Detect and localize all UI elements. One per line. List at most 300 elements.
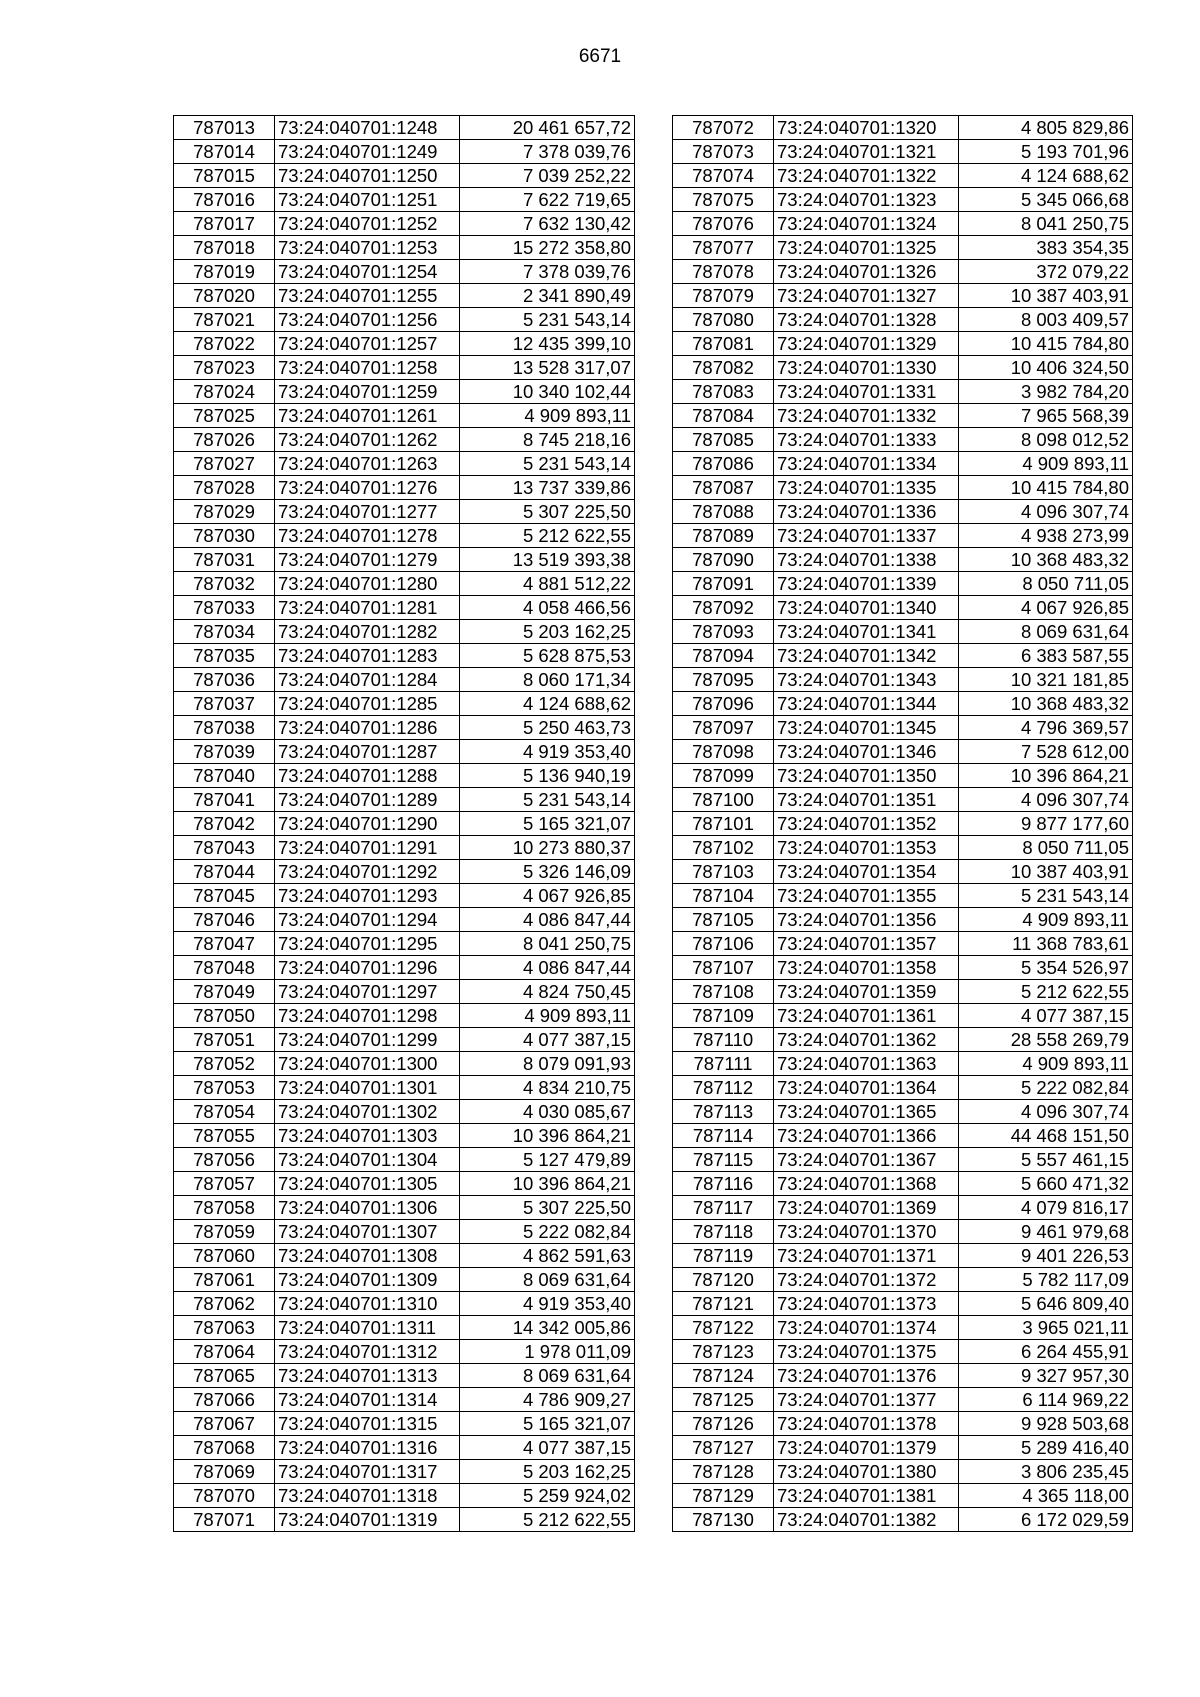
- cadastral-number-cell: 73:24:040701:1320: [774, 116, 959, 140]
- record-number-cell: 787103: [673, 860, 774, 884]
- record-number-cell: 787118: [673, 1220, 774, 1244]
- record-number-cell: 787117: [673, 1196, 774, 1220]
- cadastral-value-cell: 5 646 809,40: [959, 1292, 1133, 1316]
- cadastral-number-cell: 73:24:040701:1381: [774, 1484, 959, 1508]
- cadastral-value-cell: 4 824 750,45: [460, 980, 635, 1004]
- cadastral-value-cell: 13 528 317,07: [460, 356, 635, 380]
- table-row: [673, 764, 1133, 788]
- table-row: [174, 260, 635, 284]
- cadastral-value-cell: 4 096 307,74: [959, 1100, 1133, 1124]
- table-row: [174, 332, 635, 356]
- cadastral-number-cell: 73:24:040701:1310: [275, 1292, 460, 1316]
- cadastral-value-cell: 7 378 039,76: [460, 260, 635, 284]
- table-row: [673, 884, 1133, 908]
- table-row: [673, 1052, 1133, 1076]
- table-row: [174, 1172, 635, 1196]
- record-number-cell: 787018: [174, 236, 275, 260]
- table-row: [673, 836, 1133, 860]
- table-row: [174, 788, 635, 812]
- record-number-cell: 787044: [174, 860, 275, 884]
- cadastral-number-cell: 73:24:040701:1293: [275, 884, 460, 908]
- cadastral-number-cell: 73:24:040701:1257: [275, 332, 460, 356]
- cadastral-number-cell: 73:24:040701:1372: [774, 1268, 959, 1292]
- record-number-cell: 787070: [174, 1484, 275, 1508]
- table-row: [673, 452, 1133, 476]
- record-number-cell: 787015: [174, 164, 275, 188]
- cadastral-number-cell: 73:24:040701:1278: [275, 524, 460, 548]
- registry-table-right: [672, 115, 1133, 1532]
- cadastral-value-cell: 9 877 177,60: [959, 812, 1133, 836]
- table-row: [673, 860, 1133, 884]
- table-row: [174, 908, 635, 932]
- table-row: [673, 1460, 1133, 1484]
- cadastral-value-cell: 5 193 701,96: [959, 140, 1133, 164]
- cadastral-value-cell: 28 558 269,79: [959, 1028, 1133, 1052]
- record-number-cell: 787078: [673, 260, 774, 284]
- table-row: [673, 188, 1133, 212]
- cadastral-number-cell: 73:24:040701:1370: [774, 1220, 959, 1244]
- cadastral-value-cell: 10 387 403,91: [959, 284, 1133, 308]
- cadastral-number-cell: 73:24:040701:1312: [275, 1340, 460, 1364]
- record-number-cell: 787123: [673, 1340, 774, 1364]
- record-number-cell: 787101: [673, 812, 774, 836]
- record-number-cell: 787037: [174, 692, 275, 716]
- cadastral-number-cell: 73:24:040701:1258: [275, 356, 460, 380]
- cadastral-value-cell: 5 165 321,07: [460, 812, 635, 836]
- cadastral-value-cell: 8 069 631,64: [959, 620, 1133, 644]
- cadastral-number-cell: 73:24:040701:1291: [275, 836, 460, 860]
- table-row: [673, 1196, 1133, 1220]
- cadastral-value-cell: 9 461 979,68: [959, 1220, 1133, 1244]
- record-number-cell: 787106: [673, 932, 774, 956]
- cadastral-number-cell: 73:24:040701:1305: [275, 1172, 460, 1196]
- cadastral-value-cell: 4 124 688,62: [460, 692, 635, 716]
- cadastral-number-cell: 73:24:040701:1343: [774, 668, 959, 692]
- cadastral-value-cell: 5 222 082,84: [959, 1076, 1133, 1100]
- record-number-cell: 787124: [673, 1364, 774, 1388]
- table-row: [174, 1052, 635, 1076]
- cadastral-value-cell: 4 365 118,00: [959, 1484, 1133, 1508]
- table-row: [673, 404, 1133, 428]
- record-number-cell: 787110: [673, 1028, 774, 1052]
- cadastral-value-cell: 7 965 568,39: [959, 404, 1133, 428]
- cadastral-value-cell: 9 327 957,30: [959, 1364, 1133, 1388]
- table-row: [673, 1148, 1133, 1172]
- table-row: [174, 1028, 635, 1052]
- table-row: [673, 644, 1133, 668]
- record-number-cell: 787028: [174, 476, 275, 500]
- record-number-cell: 787088: [673, 500, 774, 524]
- record-number-cell: 787056: [174, 1148, 275, 1172]
- cadastral-number-cell: 73:24:040701:1292: [275, 860, 460, 884]
- record-number-cell: 787059: [174, 1220, 275, 1244]
- registry-table-right-body: [673, 116, 1133, 1532]
- registry-table-left: [173, 115, 635, 1532]
- table-row: [673, 1340, 1133, 1364]
- record-number-cell: 787043: [174, 836, 275, 860]
- cadastral-number-cell: 73:24:040701:1366: [774, 1124, 959, 1148]
- record-number-cell: 787081: [673, 332, 774, 356]
- record-number-cell: 787087: [673, 476, 774, 500]
- record-number-cell: 787036: [174, 668, 275, 692]
- record-number-cell: 787063: [174, 1316, 275, 1340]
- cadastral-value-cell: 5 212 622,55: [959, 980, 1133, 1004]
- table-row: [174, 1148, 635, 1172]
- cadastral-value-cell: 4 067 926,85: [460, 884, 635, 908]
- record-number-cell: 787073: [673, 140, 774, 164]
- table-row: [174, 116, 635, 140]
- table-row: [673, 668, 1133, 692]
- cadastral-value-cell: 4 786 909,27: [460, 1388, 635, 1412]
- cadastral-number-cell: 73:24:040701:1286: [275, 716, 460, 740]
- cadastral-number-cell: 73:24:040701:1276: [275, 476, 460, 500]
- table-row: [174, 884, 635, 908]
- table-row: [174, 428, 635, 452]
- cadastral-value-cell: 4 086 847,44: [460, 908, 635, 932]
- record-number-cell: 787058: [174, 1196, 275, 1220]
- record-number-cell: 787105: [673, 908, 774, 932]
- table-row: [174, 1244, 635, 1268]
- table-row: [673, 1316, 1133, 1340]
- cadastral-number-cell: 73:24:040701:1290: [275, 812, 460, 836]
- cadastral-number-cell: 73:24:040701:1362: [774, 1028, 959, 1052]
- record-number-cell: 787033: [174, 596, 275, 620]
- table-row: [174, 380, 635, 404]
- table-row: [174, 596, 635, 620]
- cadastral-number-cell: 73:24:040701:1361: [774, 1004, 959, 1028]
- cadastral-value-cell: 8 041 250,75: [460, 932, 635, 956]
- record-number-cell: 787112: [673, 1076, 774, 1100]
- cadastral-value-cell: 5 231 543,14: [460, 788, 635, 812]
- cadastral-value-cell: 5 127 479,89: [460, 1148, 635, 1172]
- table-row: [673, 140, 1133, 164]
- table-row: [673, 692, 1133, 716]
- table-row: [673, 596, 1133, 620]
- table-row: [174, 524, 635, 548]
- cadastral-value-cell: 9 928 503,68: [959, 1412, 1133, 1436]
- record-number-cell: 787086: [673, 452, 774, 476]
- record-number-cell: 787079: [673, 284, 774, 308]
- record-number-cell: 787053: [174, 1076, 275, 1100]
- cadastral-number-cell: 73:24:040701:1252: [275, 212, 460, 236]
- cadastral-value-cell: 4 077 387,15: [460, 1436, 635, 1460]
- table-row: [673, 908, 1133, 932]
- record-number-cell: 787075: [673, 188, 774, 212]
- table-row: [174, 164, 635, 188]
- record-number-cell: 787125: [673, 1388, 774, 1412]
- record-number-cell: 787045: [174, 884, 275, 908]
- record-number-cell: 787100: [673, 788, 774, 812]
- cadastral-number-cell: 73:24:040701:1324: [774, 212, 959, 236]
- cadastral-value-cell: 5 222 082,84: [460, 1220, 635, 1244]
- cadastral-number-cell: 73:24:040701:1297: [275, 980, 460, 1004]
- cadastral-number-cell: 73:24:040701:1319: [275, 1508, 460, 1532]
- cadastral-number-cell: 73:24:040701:1369: [774, 1196, 959, 1220]
- record-number-cell: 787096: [673, 692, 774, 716]
- cadastral-value-cell: 5 203 162,25: [460, 620, 635, 644]
- cadastral-value-cell: 5 231 543,14: [460, 452, 635, 476]
- cadastral-value-cell: 20 461 657,72: [460, 116, 635, 140]
- table-row: [174, 644, 635, 668]
- table-row: [174, 836, 635, 860]
- cadastral-number-cell: 73:24:040701:1259: [275, 380, 460, 404]
- record-number-cell: 787129: [673, 1484, 774, 1508]
- record-number-cell: 787023: [174, 356, 275, 380]
- cadastral-value-cell: 8 050 711,05: [959, 836, 1133, 860]
- cadastral-number-cell: 73:24:040701:1282: [275, 620, 460, 644]
- cadastral-number-cell: 73:24:040701:1303: [275, 1124, 460, 1148]
- table-row: [174, 356, 635, 380]
- cadastral-value-cell: 5 628 875,53: [460, 644, 635, 668]
- cadastral-value-cell: 5 259 924,02: [460, 1484, 635, 1508]
- record-number-cell: 787077: [673, 236, 774, 260]
- cadastral-value-cell: 8 003 409,57: [959, 308, 1133, 332]
- cadastral-value-cell: 7 632 130,42: [460, 212, 635, 236]
- record-number-cell: 787027: [174, 452, 275, 476]
- cadastral-number-cell: 73:24:040701:1302: [275, 1100, 460, 1124]
- cadastral-number-cell: 73:24:040701:1249: [275, 140, 460, 164]
- table-row: [673, 1268, 1133, 1292]
- cadastral-number-cell: 73:24:040701:1340: [774, 596, 959, 620]
- cadastral-value-cell: 9 401 226,53: [959, 1244, 1133, 1268]
- table-row: [673, 1436, 1133, 1460]
- cadastral-number-cell: 73:24:040701:1284: [275, 668, 460, 692]
- table-row: [174, 1436, 635, 1460]
- table-row: [673, 1004, 1133, 1028]
- page-number: 6671: [578, 46, 622, 67]
- cadastral-value-cell: 7 622 719,65: [460, 188, 635, 212]
- cadastral-number-cell: 73:24:040701:1378: [774, 1412, 959, 1436]
- record-number-cell: 787024: [174, 380, 275, 404]
- record-number-cell: 787040: [174, 764, 275, 788]
- cadastral-number-cell: 73:24:040701:1352: [774, 812, 959, 836]
- record-number-cell: 787054: [174, 1100, 275, 1124]
- cadastral-number-cell: 73:24:040701:1316: [275, 1436, 460, 1460]
- cadastral-value-cell: 5 203 162,25: [460, 1460, 635, 1484]
- record-number-cell: 787072: [673, 116, 774, 140]
- cadastral-value-cell: 7 039 252,22: [460, 164, 635, 188]
- cadastral-value-cell: 5 307 225,50: [460, 500, 635, 524]
- record-number-cell: 787057: [174, 1172, 275, 1196]
- cadastral-number-cell: 73:24:040701:1335: [774, 476, 959, 500]
- record-number-cell: 787067: [174, 1412, 275, 1436]
- table-row: [174, 1100, 635, 1124]
- cadastral-number-cell: 73:24:040701:1341: [774, 620, 959, 644]
- cadastral-number-cell: 73:24:040701:1364: [774, 1076, 959, 1100]
- record-number-cell: 787091: [673, 572, 774, 596]
- record-number-cell: 787035: [174, 644, 275, 668]
- cadastral-value-cell: 6 264 455,91: [959, 1340, 1133, 1364]
- cadastral-number-cell: 73:24:040701:1332: [774, 404, 959, 428]
- cadastral-number-cell: 73:24:040701:1365: [774, 1100, 959, 1124]
- table-row: [673, 1124, 1133, 1148]
- record-number-cell: 787098: [673, 740, 774, 764]
- table-row: [174, 548, 635, 572]
- table-row: [673, 548, 1133, 572]
- cadastral-value-cell: 4 919 353,40: [460, 740, 635, 764]
- cadastral-number-cell: 73:24:040701:1285: [275, 692, 460, 716]
- cadastral-value-cell: 4 909 893,11: [959, 1052, 1133, 1076]
- cadastral-number-cell: 73:24:040701:1314: [275, 1388, 460, 1412]
- cadastral-number-cell: 73:24:040701:1317: [275, 1460, 460, 1484]
- cadastral-number-cell: 73:24:040701:1330: [774, 356, 959, 380]
- cadastral-value-cell: 4 030 085,67: [460, 1100, 635, 1124]
- cadastral-value-cell: 5 345 066,68: [959, 188, 1133, 212]
- table-row: [174, 1268, 635, 1292]
- cadastral-number-cell: 73:24:040701:1304: [275, 1148, 460, 1172]
- cadastral-value-cell: 5 326 146,09: [460, 860, 635, 884]
- cadastral-number-cell: 73:24:040701:1323: [774, 188, 959, 212]
- record-number-cell: 787108: [673, 980, 774, 1004]
- table-row: [673, 956, 1133, 980]
- cadastral-number-cell: 73:24:040701:1250: [275, 164, 460, 188]
- cadastral-value-cell: 4 881 512,22: [460, 572, 635, 596]
- cadastral-number-cell: 73:24:040701:1307: [275, 1220, 460, 1244]
- cadastral-number-cell: 73:24:040701:1288: [275, 764, 460, 788]
- cadastral-value-cell: 10 273 880,37: [460, 836, 635, 860]
- record-number-cell: 787042: [174, 812, 275, 836]
- table-row: [673, 1100, 1133, 1124]
- cadastral-number-cell: 73:24:040701:1256: [275, 308, 460, 332]
- cadastral-value-cell: 8 069 631,64: [460, 1268, 635, 1292]
- table-row: [174, 1076, 635, 1100]
- table-row: [174, 500, 635, 524]
- table-row: [673, 740, 1133, 764]
- table-row: [673, 500, 1133, 524]
- table-row: [174, 620, 635, 644]
- cadastral-number-cell: 73:24:040701:1283: [275, 644, 460, 668]
- cadastral-value-cell: 4 909 893,11: [959, 908, 1133, 932]
- record-number-cell: 787126: [673, 1412, 774, 1436]
- cadastral-value-cell: 10 396 864,21: [460, 1124, 635, 1148]
- cadastral-value-cell: 8 079 091,93: [460, 1052, 635, 1076]
- cadastral-number-cell: 73:24:040701:1296: [275, 956, 460, 980]
- table-row: [673, 980, 1133, 1004]
- record-number-cell: 787051: [174, 1028, 275, 1052]
- table-row: [673, 788, 1133, 812]
- record-number-cell: 787080: [673, 308, 774, 332]
- record-number-cell: 787069: [174, 1460, 275, 1484]
- cadastral-number-cell: 73:24:040701:1329: [774, 332, 959, 356]
- table-row: [673, 380, 1133, 404]
- table-row: [673, 1172, 1133, 1196]
- record-number-cell: 787082: [673, 356, 774, 380]
- table-row: [174, 716, 635, 740]
- cadastral-number-cell: 73:24:040701:1279: [275, 548, 460, 572]
- cadastral-value-cell: 2 341 890,49: [460, 284, 635, 308]
- record-number-cell: 787128: [673, 1460, 774, 1484]
- cadastral-number-cell: 73:24:040701:1368: [774, 1172, 959, 1196]
- table-row: [174, 308, 635, 332]
- record-number-cell: 787107: [673, 956, 774, 980]
- table-row: [174, 1340, 635, 1364]
- cadastral-number-cell: 73:24:040701:1300: [275, 1052, 460, 1076]
- table-row: [174, 980, 635, 1004]
- table-row: [673, 212, 1133, 236]
- cadastral-number-cell: 73:24:040701:1344: [774, 692, 959, 716]
- cadastral-value-cell: 8 098 012,52: [959, 428, 1133, 452]
- cadastral-value-cell: 3 806 235,45: [959, 1460, 1133, 1484]
- table-row: [174, 1316, 635, 1340]
- cadastral-number-cell: 73:24:040701:1315: [275, 1412, 460, 1436]
- record-number-cell: 787095: [673, 668, 774, 692]
- table-row: [673, 1484, 1133, 1508]
- table-row: [174, 668, 635, 692]
- table-row: [673, 1388, 1133, 1412]
- record-number-cell: 787021: [174, 308, 275, 332]
- cadastral-value-cell: 4 805 829,86: [959, 116, 1133, 140]
- cadastral-number-cell: 73:24:040701:1255: [275, 284, 460, 308]
- cadastral-number-cell: 73:24:040701:1298: [275, 1004, 460, 1028]
- record-number-cell: 787060: [174, 1244, 275, 1268]
- record-number-cell: 787130: [673, 1508, 774, 1532]
- registry-table-left-body: [174, 116, 635, 1532]
- table-row: [174, 140, 635, 164]
- cadastral-number-cell: 73:24:040701:1262: [275, 428, 460, 452]
- record-number-cell: 787061: [174, 1268, 275, 1292]
- cadastral-value-cell: 15 272 358,80: [460, 236, 635, 260]
- record-number-cell: 787083: [673, 380, 774, 404]
- cadastral-value-cell: 7 378 039,76: [460, 140, 635, 164]
- record-number-cell: 787046: [174, 908, 275, 932]
- cadastral-number-cell: 73:24:040701:1363: [774, 1052, 959, 1076]
- record-number-cell: 787076: [673, 212, 774, 236]
- cadastral-number-cell: 73:24:040701:1356: [774, 908, 959, 932]
- table-row: [673, 1220, 1133, 1244]
- cadastral-number-cell: 73:24:040701:1379: [774, 1436, 959, 1460]
- cadastral-value-cell: 5 660 471,32: [959, 1172, 1133, 1196]
- cadastral-value-cell: 12 435 399,10: [460, 332, 635, 356]
- cadastral-value-cell: 4 909 893,11: [460, 404, 635, 428]
- table-row: [673, 164, 1133, 188]
- cadastral-number-cell: 73:24:040701:1336: [774, 500, 959, 524]
- cadastral-value-cell: 10 396 864,21: [460, 1172, 635, 1196]
- cadastral-value-cell: 13 519 393,38: [460, 548, 635, 572]
- cadastral-value-cell: 4 067 926,85: [959, 596, 1133, 620]
- record-number-cell: 787104: [673, 884, 774, 908]
- table-row: [673, 572, 1133, 596]
- table-row: [673, 716, 1133, 740]
- cadastral-number-cell: 73:24:040701:1295: [275, 932, 460, 956]
- cadastral-number-cell: 73:24:040701:1325: [774, 236, 959, 260]
- record-number-cell: 787090: [673, 548, 774, 572]
- table-row: [673, 1292, 1133, 1316]
- cadastral-number-cell: 73:24:040701:1294: [275, 908, 460, 932]
- cadastral-value-cell: 6 172 029,59: [959, 1508, 1133, 1532]
- cadastral-number-cell: 73:24:040701:1373: [774, 1292, 959, 1316]
- table-row: [673, 1412, 1133, 1436]
- cadastral-number-cell: 73:24:040701:1254: [275, 260, 460, 284]
- cadastral-value-cell: 5 136 940,19: [460, 764, 635, 788]
- record-number-cell: 787041: [174, 788, 275, 812]
- record-number-cell: 787020: [174, 284, 275, 308]
- cadastral-number-cell: 73:24:040701:1354: [774, 860, 959, 884]
- cadastral-number-cell: 73:24:040701:1357: [774, 932, 959, 956]
- cadastral-number-cell: 73:24:040701:1380: [774, 1460, 959, 1484]
- record-number-cell: 787084: [673, 404, 774, 428]
- table-row: [673, 812, 1133, 836]
- cadastral-number-cell: 73:24:040701:1350: [774, 764, 959, 788]
- record-number-cell: 787017: [174, 212, 275, 236]
- cadastral-number-cell: 73:24:040701:1248: [275, 116, 460, 140]
- record-number-cell: 787030: [174, 524, 275, 548]
- cadastral-number-cell: 73:24:040701:1337: [774, 524, 959, 548]
- cadastral-value-cell: 5 782 117,09: [959, 1268, 1133, 1292]
- record-number-cell: 787064: [174, 1340, 275, 1364]
- cadastral-number-cell: 73:24:040701:1376: [774, 1364, 959, 1388]
- cadastral-number-cell: 73:24:040701:1313: [275, 1364, 460, 1388]
- table-row: [174, 476, 635, 500]
